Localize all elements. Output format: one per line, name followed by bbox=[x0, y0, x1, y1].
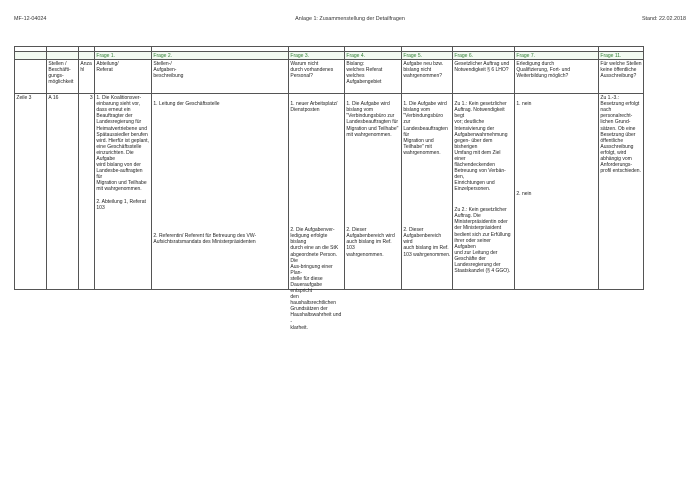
cell-abteilung: 1. Die Koalitionsver- einbarung sieht vor, dass erneut ein Beauftragter der Landesregierung für Heimatvertriebene und Spätaussiedler berufen wird. Hierfür ist geplant, eine Geschäftsstelle einzurichten. Die Aufgabe wird bislang von der Landesbe-auftragten für Migration und Teilhabe mit wahrgenommen. 2. Abteilung 1, Referat 103 bbox=[95, 94, 152, 289]
warum-item-2: 2. Die Aufgabenver- ledigung erfolgte bislang durch eine an die StK abgeordnete Person. Die Aus-bringung einer Plan- stelle für diese Daueraufgabe entspricht den haushaltsrechtlichen Grundsätzen der Haushaltswahrheit und - klarheit. bbox=[290, 227, 342, 331]
question-2: Frage 2. bbox=[152, 52, 289, 60]
col-stellen: Stellen / Beschäfti- gungs- möglichkeit bbox=[47, 60, 79, 94]
bislang-item-1: 1. Die Aufgabe wird bislang vom "Verbindungsbüro zur Landesbeauftragten für Migration und Teilhabe" mit wahrgenommen. bbox=[346, 101, 399, 138]
col-aufgaben: Stellen-/ Aufgaben- beschreibung bbox=[152, 60, 289, 94]
document-id: MF-12-04024 bbox=[14, 16, 47, 22]
table-row bbox=[15, 94, 644, 289]
bislang-item-2: 2. Dieser Aufgabenbereich wird auch bislang im Ref. 103 wahrgenommen. bbox=[346, 227, 395, 258]
neu-item-2: 2. Dieser Aufgabenbereich wird auch bislang im Ref. 103 wahrgenommen. bbox=[403, 227, 451, 258]
erledigung-item-2: 2. nein bbox=[516, 191, 532, 198]
cell-ausschreibung: Zu 1.-3.: Besetzung erfolgt nach personalrecht- lichen Grund- sätzen. Ob eine Besetzung über öffentliche Ausschreibung erfolgt, wird abhängig vom Anforderungs- profil entschieden. bbox=[599, 94, 644, 289]
cell-anzahl: 3 bbox=[79, 94, 95, 289]
question-1: Frage 1. bbox=[95, 52, 152, 60]
col-ausschreibung: Für welche Stellen keine öffentliche Ausschreibung? bbox=[599, 60, 644, 94]
question-11: Frage 11. bbox=[599, 52, 644, 60]
cell-aufgabe-neu bbox=[402, 94, 453, 289]
cell-aufgaben bbox=[152, 94, 289, 289]
document-date: Stand: 22.02.2018 bbox=[641, 16, 686, 22]
gesetz-item-2: Zu 2.: Kein gesetzlicher Auftrag. Die Ministerpräsidentin oder der Ministerpräsident bedient sich zur Erfüllung ihrer oder seiner Aufgaben und zur Leitung der Geschäfte der Landesregierung der Staatskanzlei (§ 4 GGO). bbox=[454, 207, 511, 275]
question-5: Frage 5. bbox=[402, 52, 453, 60]
erledigung-item-1: 1. nein bbox=[516, 101, 532, 108]
cell-erledigung bbox=[515, 94, 599, 289]
col-warum: Warum nicht durch vorhandenes Personal? bbox=[289, 60, 345, 94]
col-gesetzlich: Gesetzlicher Auftrag und Notwendigkeit § 6 LHO? bbox=[453, 60, 515, 94]
aufgaben-item-2: 2. Referentin/ Referent für Betreuung des VW- Aufsichtsratsmandats des Ministerpräsidenten bbox=[153, 233, 257, 246]
question-4: Frage 4. bbox=[345, 52, 402, 60]
col-abteilung: Abteilung/ Referat bbox=[95, 60, 152, 94]
neu-item-1: 1. Die Aufgabe wird bislang vom "Verbindungsbüro zur Landesbeauftragten für Migration und Teilhabe" mit wahrgenommen. bbox=[403, 101, 448, 156]
cell-gesetzlich bbox=[453, 94, 515, 289]
aufgaben-item-1: 1. Leitung der Geschäftsstelle bbox=[153, 101, 220, 108]
gesetz-item-1: Zu 1.: Kein gesetzlicher Auftrag. Notwendigkeit begt vor; deutliche Intensivierung der Aufgabenwahrnehmung gegen- über dem bisherigen Umfang mit dem Ziel einer flächendeckenden Betreuung von Verbän- den, Einrichtungen und Einzelpersonen. bbox=[454, 101, 508, 193]
question-3: Frage 3. bbox=[289, 52, 345, 60]
question-number-row bbox=[15, 52, 644, 60]
column-header-row bbox=[15, 60, 644, 94]
warum-item-1: 1. neuer Arbeitsplatz/ Dienstposten bbox=[290, 101, 338, 114]
col-bislang: Bislang: welches Referat welches Aufgabengebiet bbox=[345, 60, 402, 94]
detail-questions-table bbox=[14, 46, 644, 331]
col-erledigung: Erledigung durch Qualifizierung, Fort- und Weiterbildung möglich? bbox=[515, 60, 599, 94]
row-label: Zeile 3 bbox=[15, 94, 47, 289]
question-7: Frage 7. bbox=[515, 52, 599, 60]
cell-bislang bbox=[345, 94, 402, 289]
col-anzahl: Anzahl bbox=[79, 60, 95, 94]
col-aufgabe-neu: Aufgabe neu bzw. bislang nicht wahrgenommen? bbox=[402, 60, 453, 94]
question-6: Frage 6. bbox=[453, 52, 515, 60]
document-title: Anlage 1: Zusammenstellung der Detailfragen bbox=[295, 16, 405, 22]
cell-warum bbox=[289, 94, 345, 331]
cell-stelle: A 16 bbox=[47, 94, 79, 289]
